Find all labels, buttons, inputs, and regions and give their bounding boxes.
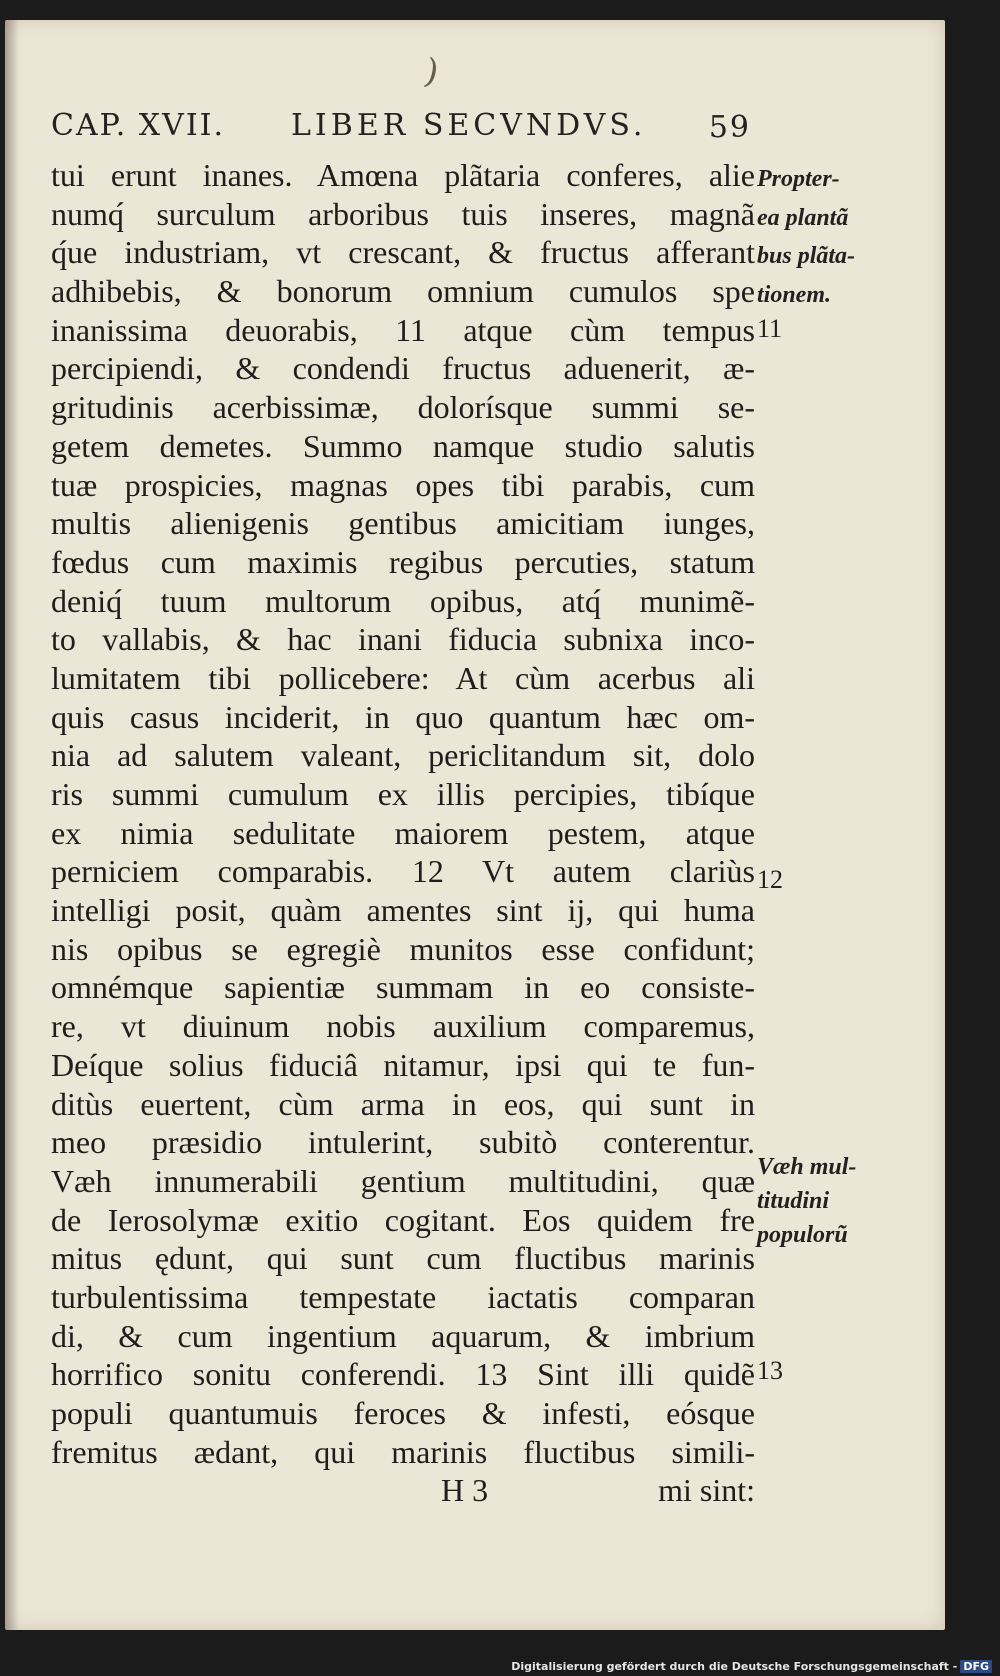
text-line: ex nimia sedulitate maiorem pestem, atque xyxy=(51,814,755,851)
margin-note-line: Væh mul- xyxy=(757,1154,857,1180)
text-line: horrifico sonitu conferendi. 13 Sint illi quidẽ xyxy=(51,1356,755,1393)
margin-note-line: titudini xyxy=(757,1188,830,1214)
text-line: tui erunt inanes. Amœna plãtaria conferes, alie xyxy=(51,157,755,193)
book-page xyxy=(5,20,945,1630)
text-line: nis opibus se egregiè munitos esse confidunt; xyxy=(51,930,755,967)
text-line: gritudinis acerbissimæ, dolorísque summi se- xyxy=(51,389,755,426)
text-line: percipiendi, & condendi fructus aduenerit, æ- xyxy=(51,350,755,387)
text-line: fremitus ædant, qui marinis fluctibus simili- xyxy=(51,1433,755,1470)
text-line: intelligi posit, quàm amentes sint ij, qui huma xyxy=(51,892,755,929)
margin-note-line: tionem. xyxy=(757,281,832,308)
body-text xyxy=(51,156,755,1471)
text-line: tuæ prospicies, magnas opes tibi parabis, cum xyxy=(51,466,755,503)
text-line: populi quantumuis feroces & infesti, eósque xyxy=(51,1395,755,1431)
text-line: multis alienigenis gentibus amicitiam iunges, xyxy=(51,505,755,542)
text-line: meo præsidio intulerint, subitò conterentur. xyxy=(51,1124,755,1161)
verse-number-11: 11 xyxy=(757,314,783,343)
text-line: ris summi cumulum ex illis percipies, tibíque xyxy=(51,776,755,812)
catchword: mi sint: xyxy=(658,1472,755,1508)
text-line: fœdus cum maximis regibus percuties, statum xyxy=(51,543,755,580)
text-line: ditùs euertent, cùm arma in eos, qui sunt in xyxy=(51,1085,755,1122)
text-line: lumitatem tibi pollicebere: At cùm acerbus ali xyxy=(51,659,755,696)
text-line: adhibebis, & bonorum omnium cumulos spe xyxy=(51,273,755,310)
text-line: turbulentissima tempestate iactatis comparan xyxy=(51,1278,755,1315)
page-number: 59 xyxy=(708,110,751,145)
text-line: re, vt diuinum nobis auxilium comparemus, xyxy=(51,1008,755,1045)
margin-note-line: populorũ xyxy=(757,1222,848,1248)
text-line: Deíque solius fiduciâ nitamur, ipsi qui te fun- xyxy=(51,1046,755,1083)
text-line: nia ad salutem valeant, periclitandum sit, dolo xyxy=(51,737,755,774)
text-line: Væh innumerabili gentium multitudini, quæ xyxy=(51,1162,755,1199)
running-header xyxy=(51,108,751,150)
ink-mark: ) xyxy=(420,51,443,93)
text-line: to vallabis, & hac inani fiducia subnixa inco- xyxy=(51,621,755,658)
page-footer xyxy=(51,1472,755,1512)
text-line: inanissima deuorabis, 11 atque cùm tempus xyxy=(51,311,755,348)
margin-note-multitude xyxy=(757,1150,887,1252)
dfg-logo: DFG xyxy=(960,1660,992,1673)
text-line: numq́ surculum arboribus tuis inseres, magnã xyxy=(51,195,755,232)
text-line: di, & cum ingentium aquarum, & imbrium xyxy=(51,1317,755,1354)
digitization-credit xyxy=(511,1660,992,1673)
text-line: perniciem comparabis. 12 Vt autem clariùs xyxy=(51,853,755,890)
text-line: q́ue industriam, vt crescant, & fructus afferant xyxy=(51,234,755,271)
margin-note-line: ea plantã xyxy=(757,204,849,231)
margin-note-line: bus plãta- xyxy=(757,243,856,269)
text-line: getem demetes. Summo namque studio salutis xyxy=(51,427,755,464)
verse-number-13: 13 xyxy=(757,1356,783,1385)
credit-text: Digitalisierung gefördert durch die Deutsche Forschungsgemeinschaft - xyxy=(511,1660,958,1673)
margin-note-line: Propter- xyxy=(757,166,840,192)
margin-note-plantation xyxy=(757,160,887,314)
signature-mark: H 3 xyxy=(441,1472,489,1508)
text-line: mitus ędunt, qui sunt cum fluctibus marinis xyxy=(51,1240,755,1277)
text-line: quis casus inciderit, in quo quantum hæc om- xyxy=(51,698,755,735)
text-line: deniq́ tuum multorum opibus, atq́ munimẽ- xyxy=(51,582,755,619)
text-line: de Ierosolymæ exitio cogitant. Eos quidem fre xyxy=(51,1201,755,1238)
verse-number-12: 12 xyxy=(757,865,783,894)
book-title: LIBER SECVNDVS. xyxy=(291,108,647,143)
chapter-label: CAP. XVII. xyxy=(51,108,226,143)
text-line: omnémque sapientiæ summam in eo consiste- xyxy=(51,969,755,1006)
